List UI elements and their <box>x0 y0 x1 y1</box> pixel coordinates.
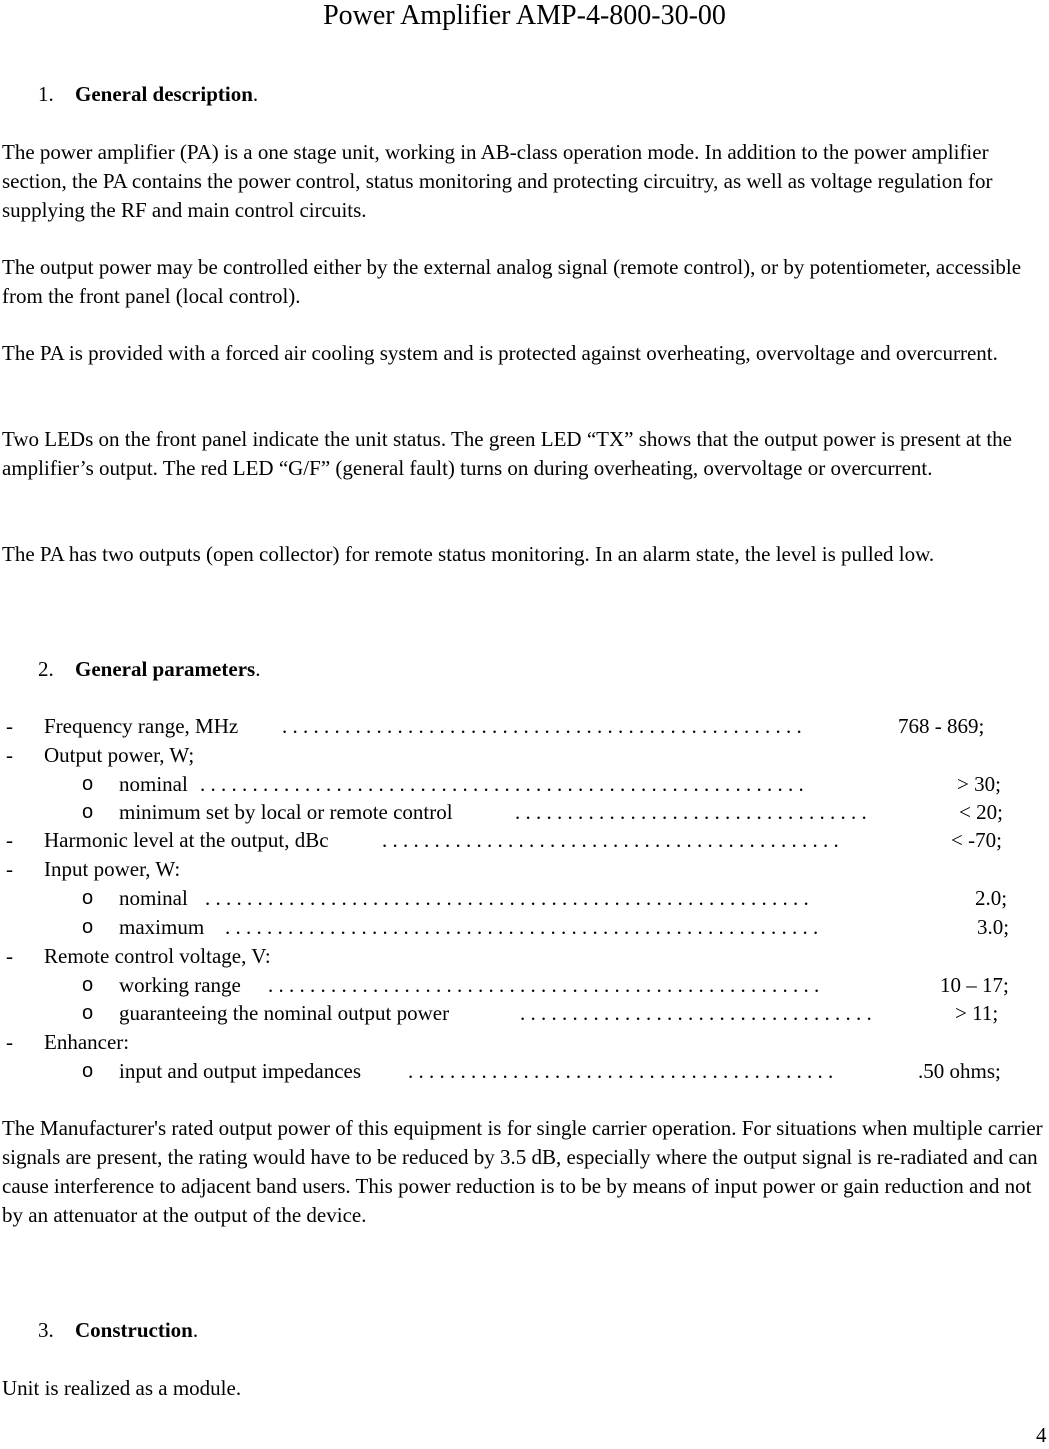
parameter-row <box>0 770 1049 799</box>
parameter-label: nominal <box>119 772 188 796</box>
list-bullet: - <box>6 828 13 852</box>
section-number: 1. <box>38 82 54 106</box>
parameter-row <box>0 884 1049 913</box>
parameter-label: working range <box>119 973 241 997</box>
paragraph: Two LEDs on the front panel indicate the unit status. The green LED “TX” shows that the output power is present at the amplifier’s output. The red LED “G/F” (general fault) turns on during overheating, overvoltage or overcurrent. <box>2 427 1012 480</box>
list-bullet: - <box>6 944 13 968</box>
parameter-value: 3.0; <box>977 915 1010 939</box>
parameter-value: < -70; <box>951 828 1002 852</box>
section-punct: . <box>192 1318 199 1342</box>
leader-dots: . . . . . . . . . . . . . . . . . . . . . . . . . . . . . . . . . . . . . . . . . . . . . . . . . . . . . . . . . . <box>205 886 809 910</box>
parameter-row <box>0 942 1049 971</box>
leader-dots: . . . . . . . . . . . . . . . . . . . . . . . . . . . . . . . . . . . . . . . . . . . . <box>382 828 839 852</box>
list-bullet: o <box>82 887 94 909</box>
leader-dots: . . . . . . . . . . . . . . . . . . . . . . . . . . . . . . . . . . <box>520 1001 872 1025</box>
list-bullet: o <box>82 773 94 795</box>
parameter-label: guaranteeing the nominal output power <box>119 1001 450 1025</box>
paragraph: Unit is realized as a module. <box>2 1376 242 1400</box>
leader-dots: . . . . . . . . . . . . . . . . . . . . . . . . . . . . . . . . . . . . . . . . . . . . . . . . . . . . . <box>268 973 820 997</box>
parameter-row <box>0 913 1049 942</box>
parameter-label: Remote control voltage, V: <box>44 944 271 968</box>
parameter-row <box>0 855 1049 884</box>
parameter-label: nominal <box>119 886 188 910</box>
parameter-row <box>0 1028 1049 1057</box>
parameter-label: input and output impedances <box>119 1059 362 1083</box>
parameter-label: Frequency range, MHz <box>44 714 239 738</box>
parameter-row <box>0 826 1049 855</box>
list-bullet: - <box>6 857 13 881</box>
parameter-row <box>0 712 1049 741</box>
list-bullet: o <box>82 1002 94 1024</box>
list-bullet: - <box>6 743 13 767</box>
parameter-row <box>0 971 1049 1000</box>
parameter-value: 768 - 869; <box>898 714 985 738</box>
section-heading-general-parameters <box>38 655 260 684</box>
parameter-value: > 11; <box>955 1001 999 1025</box>
parameter-label: Harmonic level at the output, dBc <box>44 828 329 852</box>
page-number: 4 <box>1036 1423 1047 1447</box>
paragraph: The PA has two outputs (open collector) for remote status monitoring. In an alarm state, the level is pulled low. <box>2 542 935 566</box>
paragraph: The Manufacturer's rated output power of this equipment is for single carrier operation. For situations when multiple carrier signals are present, the rating would have to be reduced by 3.5 dB, especially where the output signal is re-radiated and can cause interference to adjacent band users. This power reduction is to be by means of input power or gain reduction and not by an attenuator at the output of the device. <box>2 1116 1043 1227</box>
leader-dots: . . . . . . . . . . . . . . . . . . . . . . . . . . . . . . . . . . . . . . . . . . . . . . . . . . <box>282 714 802 738</box>
section-title: Construction <box>75 1318 193 1342</box>
parameter-value: > 30; <box>957 772 1001 796</box>
parameter-row <box>0 1057 1049 1086</box>
parameter-value: 2.0; <box>975 886 1008 910</box>
page-title: Power Amplifier AMP-4-800-30-00 <box>323 0 726 31</box>
section-title: General description <box>75 82 253 106</box>
section-number: 2. <box>38 657 54 681</box>
section-punct: . <box>252 82 259 106</box>
parameter-row <box>0 798 1049 827</box>
parameter-label: maximum <box>119 915 205 939</box>
list-bullet: - <box>6 1030 13 1054</box>
leader-dots: . . . . . . . . . . . . . . . . . . . . . . . . . . . . . . . . . . . . . . . . . . . . . . . . . . . . . . . . . . <box>200 772 804 796</box>
list-bullet: o <box>82 801 94 823</box>
leader-dots: . . . . . . . . . . . . . . . . . . . . . . . . . . . . . . . . . . . . . . . . . . . . . . . . . . . . . . . . . <box>225 915 819 939</box>
list-bullet: o <box>82 974 94 996</box>
list-bullet: o <box>82 916 94 938</box>
paragraph: The output power may be controlled either by the external analog signal (remote control), or by potentiometer, accessible from the front panel (local control). <box>2 255 1022 308</box>
section-number: 3. <box>38 1318 54 1342</box>
parameter-label: Enhancer: <box>44 1030 130 1054</box>
parameter-label: Input power, W: <box>44 857 181 881</box>
parameter-value: < 20; <box>959 800 1003 824</box>
section-title: General parameters <box>75 657 256 681</box>
parameter-row <box>0 999 1049 1028</box>
paragraph: The power amplifier (PA) is a one stage unit, working in AB-class operation mode. In addition to the power amplifier section, the PA contains the power control, status monitoring and protecting circuitry, as well as voltage regulation for supplying the RF and main control circuits. <box>2 140 993 222</box>
parameter-value: .50 ohms; <box>918 1059 1001 1083</box>
list-bullet: o <box>82 1060 94 1082</box>
parameter-label: Output power, W; <box>44 743 195 767</box>
list-bullet: - <box>6 714 13 738</box>
paragraph: The PA is provided with a forced air cooling system and is protected against overheating, overvoltage and overcurrent. <box>2 341 998 365</box>
section-punct: . <box>255 657 261 681</box>
section-heading-general-description <box>38 80 258 109</box>
leader-dots: . . . . . . . . . . . . . . . . . . . . . . . . . . . . . . . . . . . . . . . . . <box>408 1059 834 1083</box>
parameter-row <box>0 741 1049 770</box>
parameter-label: minimum set by local or remote control <box>119 800 453 824</box>
section-heading-construction <box>38 1316 198 1345</box>
leader-dots: . . . . . . . . . . . . . . . . . . . . . . . . . . . . . . . . . . <box>515 800 867 824</box>
parameter-value: 10 – 17; <box>940 973 1009 997</box>
